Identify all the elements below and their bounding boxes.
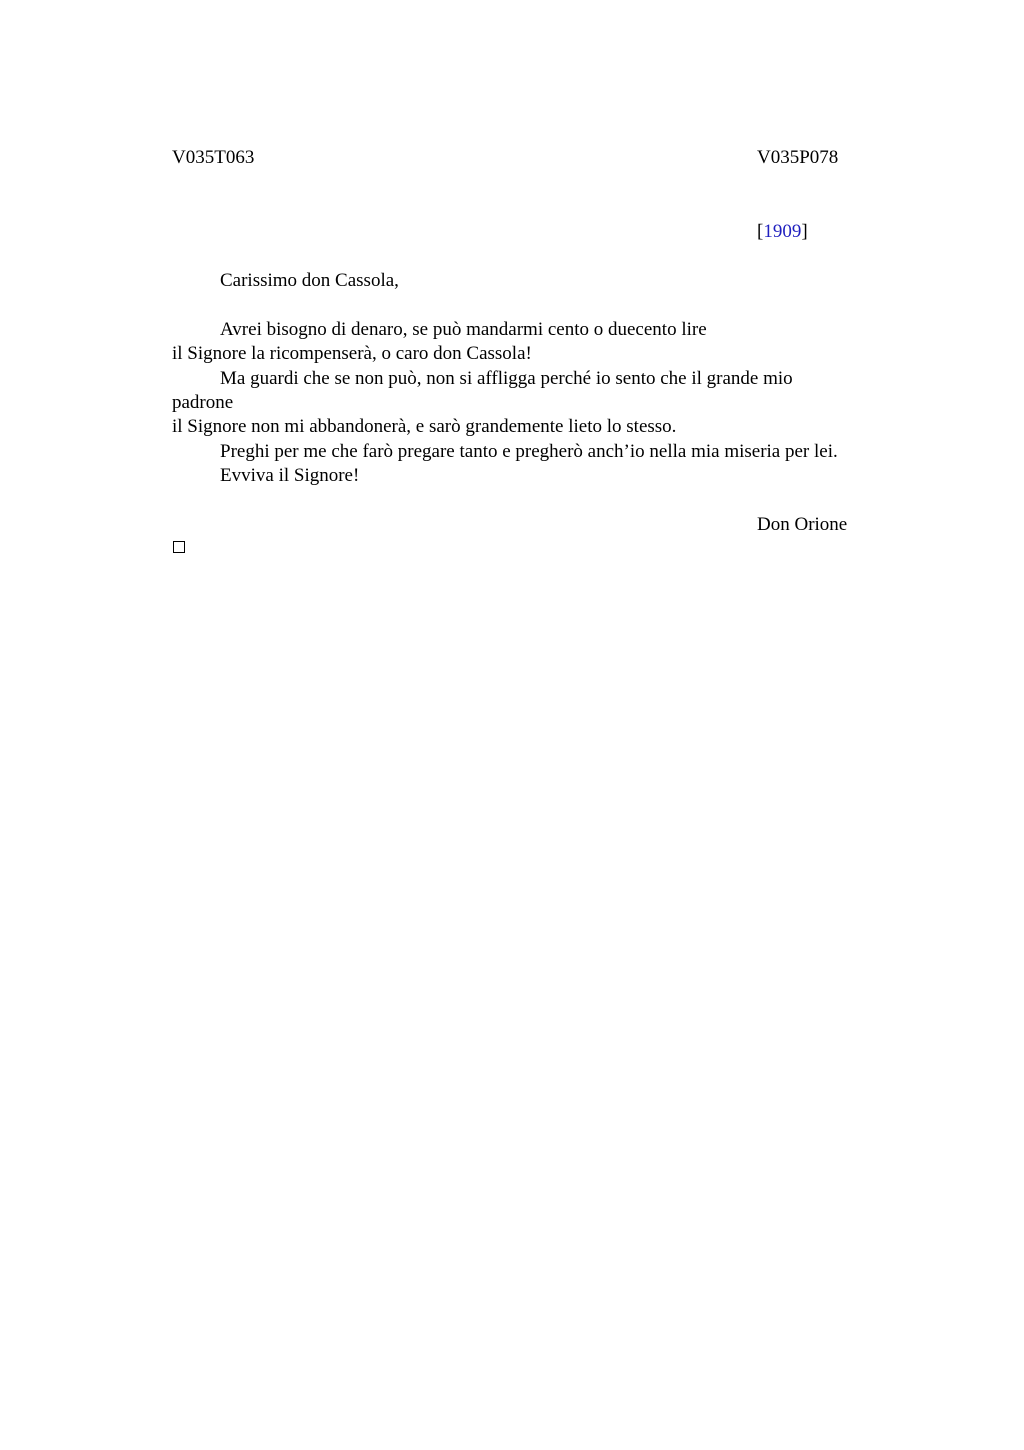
letter-line: padrone (172, 392, 234, 413)
letter-line: Avrei bisogno di denaro, se può mandarmi cento o duecento lire (220, 319, 707, 340)
document-code-left: V035T063 (172, 147, 255, 168)
letter-line: Preghi per me che farò pregare tanto e pregherò anch’io nella mia miseria per lei. (220, 441, 838, 462)
letter-line: il Signore non mi abbandonerà, e sarò grandemente lieto lo stesso. (172, 416, 677, 437)
document-code-right: V035P078 (757, 147, 839, 168)
letter-line: Ma guardi che se non può, non si affligga perché io sento che il grande mio (220, 368, 793, 389)
letter-date (757, 220, 808, 244)
date-year-link[interactable]: 1909 (763, 221, 802, 242)
date-close-bracket: ] (801, 221, 808, 242)
letter-salutation: Carissimo don Cassola, (220, 270, 399, 291)
end-of-document-square-icon (173, 541, 185, 553)
letter-line: Evviva il Signore! (220, 465, 360, 486)
letter-signature: Don Orione (757, 514, 848, 535)
letter-line: il Signore la ricompenserà, o caro don Cassola! (172, 343, 532, 364)
date-open-bracket: [ (757, 221, 764, 242)
